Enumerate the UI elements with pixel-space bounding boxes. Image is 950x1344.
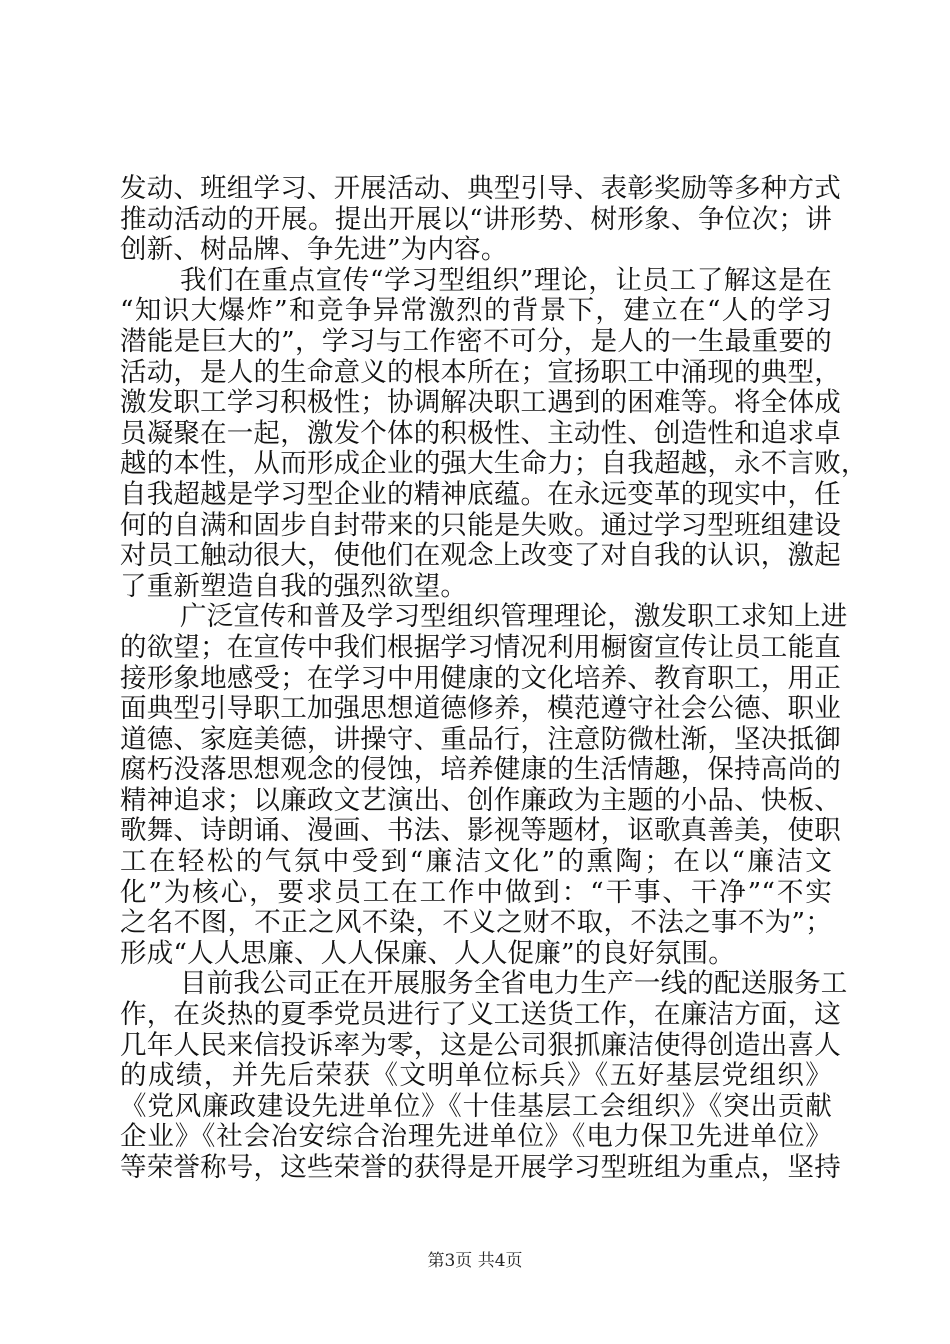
text-line: 我们在重点宣传“学习型组织”理论，让员工了解这是在 xyxy=(180,264,832,296)
text-line: 的成绩，并先后荣获《文明单位标兵》《五好基层党组织》 xyxy=(120,1060,832,1092)
text-line: 之名不图，不正之风不染，不义之财不取，不法之事不为”； xyxy=(120,907,832,939)
text-line: 创新、树品牌、争先进”为内容。 xyxy=(120,234,508,266)
text-line: 自我超越是学习型企业的精神底蕴。在永远变革的现实中，任 xyxy=(120,478,841,510)
document-body xyxy=(120,173,868,1184)
text-line: 潜能是巨大的”，学习与工作密不可分，是人的一生最重要的 xyxy=(120,325,832,357)
text-line: 了重新塑造自我的强烈欲望。 xyxy=(120,570,468,602)
text-line: 广泛宣传和普及学习型组织管理理论，激发职工求知上进 xyxy=(180,601,848,633)
text-line: 的欲望；在宣传中我们根据学习情况利用橱窗宣传让员工能直 xyxy=(120,631,841,663)
text-line: 发动、班组学习、开展活动、典型引导、表彰奖励等多种方式 xyxy=(120,173,841,204)
text-line: “知识大爆炸”和竞争异常激烈的背景下，建立在“人的学习 xyxy=(120,295,832,327)
text-line: 企业》《社会冶安综合治理先进单位》《电力保卫先进单位》 xyxy=(120,1121,832,1153)
page-footer: 第3页 共4页 xyxy=(427,1251,523,1271)
text-line: 面典型引导职工加强思想道德修养，模范遵守社会公德、职业 xyxy=(120,693,841,725)
text-line: 工在轻松的气氛中受到“廉洁文化”的熏陶；在以“廉洁文 xyxy=(120,846,832,878)
text-line: 几年人民来信投诉率为零，这是公司狠抓廉洁使得创造出喜人 xyxy=(120,1029,841,1061)
text-line: 接形象地感受；在学习中用健康的文化培养、教育职工，用正 xyxy=(120,662,841,694)
text-line: 推动活动的开展。提出开展以“讲形势、树形象、争位次；讲 xyxy=(120,203,832,235)
text-line: 精神追求；以廉政文艺演出、创作廉政为主题的小品、快板、 xyxy=(120,784,841,816)
text-line: 激发职工学习积极性；协调解决职工遇到的困难等。将全体成 xyxy=(120,387,841,419)
text-line: 何的自满和固步自封带来的只能是失败。通过学习型班组建设 xyxy=(120,509,841,541)
text-line: 道德、家庭美德，讲操守、重品行，注意防微杜渐，坚决抵御 xyxy=(120,723,841,755)
text-line: 《党风廉政建设先进单位》《十佳基层工会组织》《突出贡献 xyxy=(120,1090,832,1122)
text-line: 目前我公司正在开展服务全省电力生产一线的配送服务工 xyxy=(180,968,848,1000)
text-line: 歌舞、诗朗诵、漫画、书法、影视等题材，讴歌真善美，使职 xyxy=(120,815,841,847)
text-line: 越的本性，从而形成企业的强大生命力；自我超越，永不言败， xyxy=(120,448,868,480)
text-line: 活动，是人的生命意义的根本所在；宣扬职工中涌现的典型， xyxy=(120,356,841,388)
text-line: 化”为核心，要求员工在工作中做到：“干事、干净”“不实 xyxy=(120,876,832,908)
text-line: 形成“人人思廉、人人保廉、人人促廉”的良好氛围。 xyxy=(120,937,735,969)
text-line: 作，在炎热的夏季党员进行了义工送货工作，在廉洁方面，这 xyxy=(120,999,841,1031)
text-line: 员凝聚在一起，激发个体的积极性、主动性、创造性和追求卓 xyxy=(120,417,841,449)
text-line: 腐朽没落思想观念的侵蚀，培养健康的生活情趣，保持高尚的 xyxy=(120,754,841,786)
text-line: 对员工触动很大，使他们在观念上改变了对自我的认识，激起 xyxy=(120,540,841,572)
text-line: 等荣誉称号，这些荣誉的获得是开展学习型班组为重点，坚持 xyxy=(120,1152,841,1183)
